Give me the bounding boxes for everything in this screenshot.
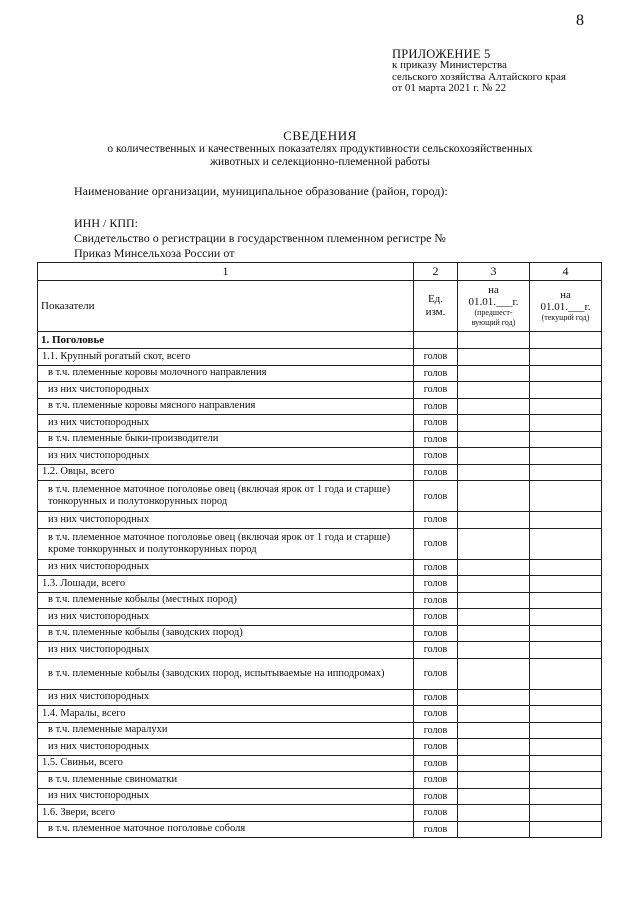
row-unit: голов xyxy=(414,609,458,626)
value-cell-previous[interactable] xyxy=(458,722,530,739)
row-unit: голов xyxy=(414,805,458,822)
header-cur-note: (текущий год) xyxy=(541,313,590,322)
table-row xyxy=(38,609,602,626)
table-row xyxy=(38,772,602,789)
table-row xyxy=(38,559,602,576)
table-cell xyxy=(458,332,530,349)
value-cell-previous[interactable] xyxy=(458,658,530,689)
table-row xyxy=(38,398,602,415)
value-cell-previous[interactable] xyxy=(458,415,530,432)
value-cell-previous[interactable] xyxy=(458,528,530,559)
table-cell xyxy=(414,332,458,349)
value-cell-previous[interactable] xyxy=(458,592,530,609)
row-label: из них чистопородных xyxy=(38,382,414,399)
table-row xyxy=(38,349,602,366)
value-cell-previous[interactable] xyxy=(458,398,530,415)
value-cell-previous[interactable] xyxy=(458,349,530,366)
table-row xyxy=(38,689,602,706)
table-row xyxy=(38,821,602,838)
row-unit: голов xyxy=(414,788,458,805)
section-row xyxy=(38,332,602,349)
table-row xyxy=(38,642,602,659)
order-field: Приказ Минсельхоза России от xyxy=(74,246,235,260)
value-cell-current[interactable] xyxy=(530,481,602,512)
row-unit: голов xyxy=(414,658,458,689)
value-cell-current[interactable] xyxy=(530,772,602,789)
table-row xyxy=(38,382,602,399)
header-indicators: Показатели xyxy=(38,281,414,332)
inn-kpp-field: ИНН / КПП: xyxy=(74,216,139,230)
value-cell-current[interactable] xyxy=(530,592,602,609)
row-unit: голов xyxy=(414,349,458,366)
appendix-line: к приказу Министерства xyxy=(392,59,507,71)
table-row xyxy=(38,464,602,481)
row-label: в т.ч. племенные коровы мясного направления xyxy=(38,398,414,415)
subtitle-line: о количественных и качественных показателях продуктивности сельскохозяйственных xyxy=(107,143,533,155)
row-label: из них чистопородных xyxy=(38,512,414,529)
table-row xyxy=(38,512,602,529)
row-unit: голов xyxy=(414,706,458,723)
header-current-year xyxy=(530,281,602,332)
row-label: из них чистопородных xyxy=(38,415,414,432)
value-cell-current[interactable] xyxy=(530,625,602,642)
row-unit: голов xyxy=(414,755,458,772)
row-label: 1.3. Лошади, всего xyxy=(38,576,414,593)
row-unit: голов xyxy=(414,365,458,382)
row-unit: голов xyxy=(414,772,458,789)
value-cell-previous[interactable] xyxy=(458,772,530,789)
value-cell-current[interactable] xyxy=(530,398,602,415)
value-cell-previous[interactable] xyxy=(458,559,530,576)
row-label: из них чистопородных xyxy=(38,689,414,706)
value-cell-previous[interactable] xyxy=(458,642,530,659)
value-cell-current[interactable] xyxy=(530,382,602,399)
row-unit: голов xyxy=(414,481,458,512)
value-cell-previous[interactable] xyxy=(458,689,530,706)
table-row xyxy=(38,658,602,689)
header-row xyxy=(38,281,602,332)
row-unit: голов xyxy=(414,528,458,559)
table-row xyxy=(38,481,602,512)
table-row xyxy=(38,805,602,822)
row-unit: голов xyxy=(414,464,458,481)
header-unit-line: изм. xyxy=(425,306,446,318)
row-unit: голов xyxy=(414,398,458,415)
value-cell-current[interactable] xyxy=(530,821,602,838)
value-cell-current[interactable] xyxy=(530,609,602,626)
table-row xyxy=(38,739,602,756)
table-row xyxy=(38,788,602,805)
value-cell-current[interactable] xyxy=(530,658,602,689)
value-cell-previous[interactable] xyxy=(458,512,530,529)
value-cell-previous[interactable] xyxy=(458,609,530,626)
row-unit: голов xyxy=(414,689,458,706)
value-cell-current[interactable] xyxy=(530,464,602,481)
row-label: в т.ч. племенные свиноматки xyxy=(38,772,414,789)
value-cell-current[interactable] xyxy=(530,448,602,465)
value-cell-current[interactable] xyxy=(530,739,602,756)
row-label: в т.ч. племенное маточное поголовье соболя xyxy=(38,821,414,838)
row-label: 1.5. Свиньи, всего xyxy=(38,755,414,772)
column-number-row xyxy=(38,263,602,281)
value-cell-current[interactable] xyxy=(530,576,602,593)
table-row xyxy=(38,415,602,432)
document-title: СВЕДЕНИЯ xyxy=(283,128,357,143)
value-cell-previous[interactable] xyxy=(458,448,530,465)
header-prev-note: (предшест- xyxy=(474,308,513,317)
row-label: 1.2. Овцы, всего xyxy=(38,464,414,481)
certificate-field: Свидетельство о регистрации в государственном племенном регистре № xyxy=(74,231,446,245)
value-cell-current[interactable] xyxy=(530,706,602,723)
value-cell-current[interactable] xyxy=(530,788,602,805)
table-row xyxy=(38,576,602,593)
value-cell-current[interactable] xyxy=(530,689,602,706)
table-row xyxy=(38,706,602,723)
row-label: в т.ч. племенные маралухи xyxy=(38,722,414,739)
appendix-line: сельского хозяйства Алтайского края xyxy=(392,70,566,83)
table-cell xyxy=(530,332,602,349)
row-label: 1.6. Звери, всего xyxy=(38,805,414,822)
value-cell-current[interactable] xyxy=(530,642,602,659)
value-cell-previous[interactable] xyxy=(458,431,530,448)
value-cell-previous[interactable] xyxy=(458,625,530,642)
appendix-title: ПРИЛОЖЕНИЕ 5 xyxy=(392,47,491,61)
table-row xyxy=(38,431,602,448)
value-cell-previous[interactable] xyxy=(458,382,530,399)
row-label: в т.ч. племенные коровы молочного направления xyxy=(38,365,414,382)
page-number: 8 xyxy=(576,12,584,29)
row-label: из них чистопородных xyxy=(38,609,414,626)
value-cell-current[interactable] xyxy=(530,349,602,366)
table-row xyxy=(38,592,602,609)
value-cell-current[interactable] xyxy=(530,722,602,739)
row-unit: голов xyxy=(414,722,458,739)
header-cur-line: на xyxy=(560,289,571,301)
table-row xyxy=(38,755,602,772)
row-label: в т.ч. племенные быки-производители xyxy=(38,431,414,448)
value-cell-previous[interactable] xyxy=(458,576,530,593)
value-cell-current[interactable] xyxy=(530,365,602,382)
row-unit: голов xyxy=(414,512,458,529)
appendix-block xyxy=(392,48,566,95)
row-label: в т.ч. племенное маточное поголовье овец (включая ярок от 1 года и старше) тонкорунных и полутонкорунных пород xyxy=(38,481,414,512)
value-cell-previous[interactable] xyxy=(458,464,530,481)
row-label: в т.ч. племенные кобылы (заводских пород, испытываемые на ипподромах) xyxy=(38,658,414,689)
indicators-table xyxy=(37,262,602,838)
row-label: из них чистопородных xyxy=(38,559,414,576)
column-number: 4 xyxy=(530,263,602,281)
row-unit: голов xyxy=(414,592,458,609)
header-prev-line: на xyxy=(488,284,499,296)
value-cell-previous[interactable] xyxy=(458,755,530,772)
row-unit: голов xyxy=(414,739,458,756)
value-cell-current[interactable] xyxy=(530,415,602,432)
row-label: в т.ч. племенное маточное поголовье овец (включая ярок от 1 года и старше) кроме тонкорунных и полутонкорунных пород xyxy=(38,528,414,559)
table-row xyxy=(38,448,602,465)
document-subtitle xyxy=(0,143,640,169)
row-label: из них чистопородных xyxy=(38,788,414,805)
value-cell-previous[interactable] xyxy=(458,706,530,723)
value-cell-current[interactable] xyxy=(530,805,602,822)
row-unit: голов xyxy=(414,642,458,659)
header-previous-year xyxy=(458,281,530,332)
value-cell-previous[interactable] xyxy=(458,739,530,756)
value-cell-current[interactable] xyxy=(530,755,602,772)
row-label: 1.1. Крупный рогатый скот, всего xyxy=(38,349,414,366)
row-unit: голов xyxy=(414,431,458,448)
row-label: в т.ч. племенные кобылы (местных пород) xyxy=(38,592,414,609)
row-unit: голов xyxy=(414,415,458,432)
row-unit: голов xyxy=(414,821,458,838)
header-unit-line: Ед. xyxy=(427,293,444,305)
row-unit: голов xyxy=(414,559,458,576)
table-row xyxy=(38,722,602,739)
value-cell-current[interactable] xyxy=(530,559,602,576)
column-number: 1 xyxy=(38,263,414,281)
row-unit: голов xyxy=(414,448,458,465)
header-prev-line: 01.01.___г. xyxy=(468,296,519,308)
value-cell-current[interactable] xyxy=(530,528,602,559)
table-row xyxy=(38,365,602,382)
value-cell-previous[interactable] xyxy=(458,481,530,512)
table-row xyxy=(38,625,602,642)
section-title: 1. Поголовье xyxy=(38,332,414,349)
value-cell-previous[interactable] xyxy=(458,805,530,822)
table-row xyxy=(38,528,602,559)
column-number: 3 xyxy=(458,263,530,281)
value-cell-current[interactable] xyxy=(530,512,602,529)
appendix-line: от 01 марта 2021 г. № 22 xyxy=(392,82,507,94)
value-cell-previous[interactable] xyxy=(458,365,530,382)
row-label: в т.ч. племенные кобылы (заводских пород) xyxy=(38,625,414,642)
header-cur-line: 01.01.___г. xyxy=(540,301,591,313)
organization-field: Наименование организации, муниципальное образование (район, город): xyxy=(74,184,448,198)
row-label: из них чистопородных xyxy=(38,448,414,465)
value-cell-previous[interactable] xyxy=(458,788,530,805)
subtitle-line: животных и селекционно-племенной работы xyxy=(210,156,430,168)
header-unit xyxy=(414,281,458,332)
value-cell-current[interactable] xyxy=(530,431,602,448)
header-prev-note: вующий год) xyxy=(471,318,516,327)
row-unit: голов xyxy=(414,576,458,593)
column-number: 2 xyxy=(414,263,458,281)
row-label: 1.4. Маралы, всего xyxy=(38,706,414,723)
row-label: из них чистопородных xyxy=(38,739,414,756)
row-unit: голов xyxy=(414,382,458,399)
row-unit: голов xyxy=(414,625,458,642)
row-label: из них чистопородных xyxy=(38,642,414,659)
value-cell-previous[interactable] xyxy=(458,821,530,838)
